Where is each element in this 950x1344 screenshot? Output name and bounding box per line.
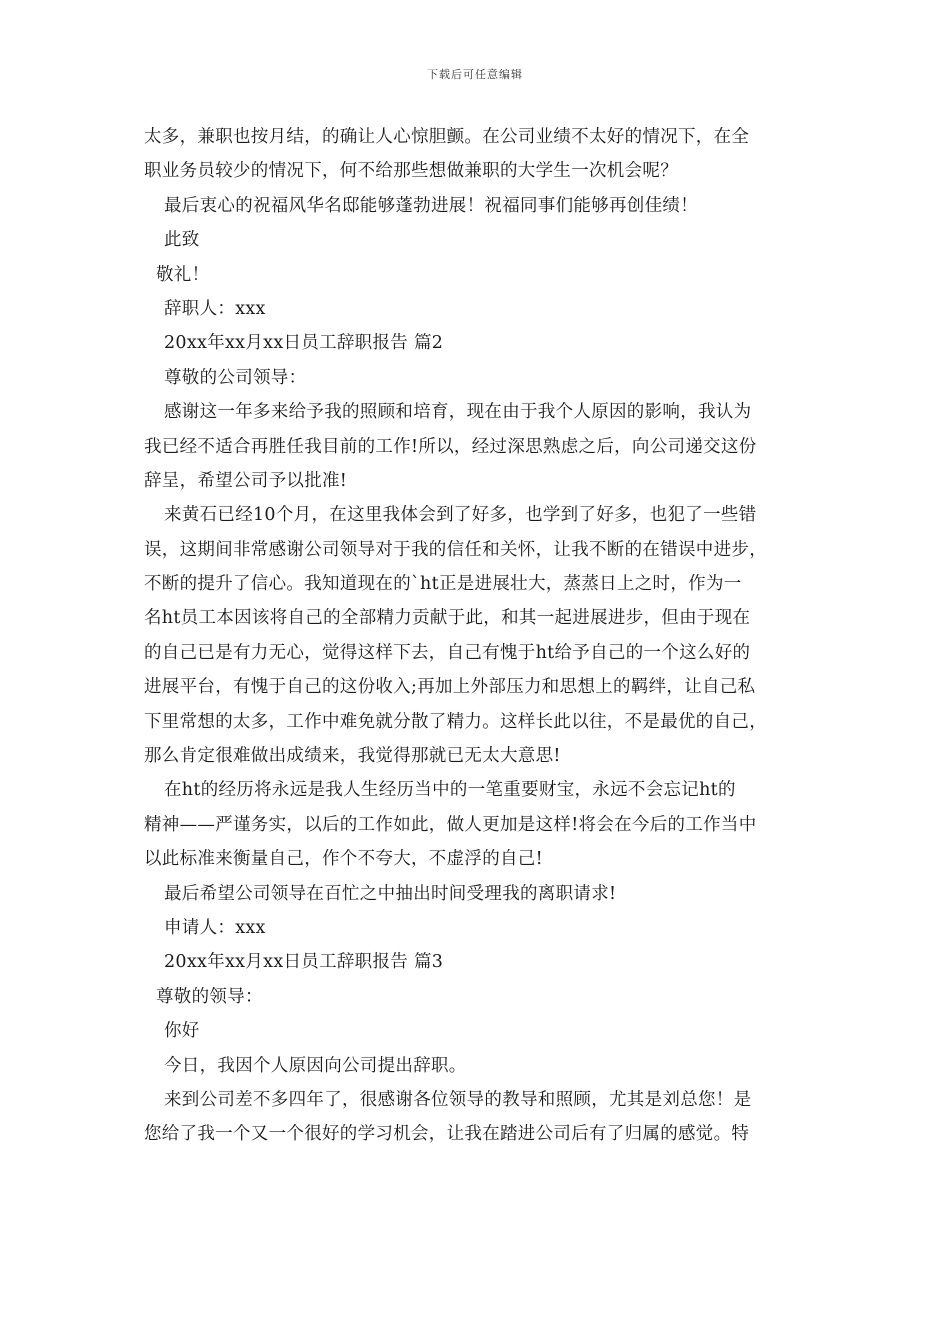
text-line: 在ht的经历将永远是我人生经历当中的一笔重要财宝，永远不会忘记ht的	[164, 780, 736, 801]
section-heading: 20xx年xx月xx日员工辞职报告 篇3	[164, 952, 444, 973]
greeting-line: 尊敬的公司领导：	[164, 367, 307, 388]
text-line: 名ht员工本因该将自己的全部精力贡献于此，和其一起进展进步，但由于现在	[144, 608, 751, 629]
signature-line: 申请人：xxx	[164, 917, 266, 938]
text-line: 辞呈，希望公司予以批准!	[144, 470, 348, 491]
text-line: 进展平台，有愧于自己的这份收入;再加上外部压力和思想上的羁绊，让自己私	[144, 677, 756, 698]
text-line: 太多，兼职也按月结，的确让人心惊胆颤。在公司业绩不太好的情况下，在全	[144, 127, 750, 147]
text-line: 不断的提升了信心。我知道现在的`ht正是进展壮大，蒸蒸日上之时，作为一	[144, 574, 742, 595]
text-line: 今日，我因个人原因向公司提出辞职。	[164, 1055, 467, 1076]
text-line: 职业务员较少的情况下，何不给那些想做兼职的大学生一次机会呢？	[144, 161, 678, 182]
page-header-note: 下载后可任意编辑	[427, 68, 523, 81]
text-line: 精神——严谨务实，以后的工作如此，做人更加是这样!将会在今后的工作当中	[144, 814, 757, 835]
text-line: 你好	[164, 1021, 200, 1042]
text-line: 感谢这一年多来给予我的照顾和培育，现在由于我个人原因的影响，我认为	[164, 402, 752, 423]
text-line: 来黄石已经10个月，在这里我体会到了好多，也学到了好多，也犯了一些错	[164, 505, 757, 526]
closing-respect: 敬礼！	[156, 264, 210, 285]
text-line: 来到公司差不多四年了，很感谢各位领导的教导和照顾，尤其是刘总您！是	[164, 1089, 752, 1110]
text-line: 下里常想的太多，工作中难免就分散了精力。这样长此以往，不是最优的自己，	[144, 711, 767, 732]
greeting-line: 尊敬的领导：	[156, 986, 263, 1007]
document-body	[144, 120, 809, 1152]
text-line: 最后衷心的祝福风华名邸能够蓬勃进展！祝福同事们能够再创佳绩！	[164, 195, 698, 216]
text-line: 最后希望公司领导在百忙之中抽出时间受理我的离职请求!	[164, 883, 617, 904]
text-line: 我已经不适合再胜任我目前的工作!所以，经过深思熟虑之后，向公司递交这份	[144, 436, 757, 457]
text-line: 以此标准来衡量自己，作个不夸大，不虚浮的自己!	[144, 849, 543, 870]
signature-line: 辞职人：xxx	[164, 298, 266, 319]
text-line: 您给了我一个又一个很好的学习机会，让我在踏进公司后有了归属的感觉。特	[144, 1124, 750, 1145]
text-line: 的自己已是有力无心，觉得这样下去，自己有愧于ht给予自己的一个这么好的	[144, 642, 751, 663]
section-heading: 20xx年xx月xx日员工辞职报告 篇2	[164, 333, 444, 354]
text-line: 那么肯定很难做出成绩来，我觉得那就已无太大意思!	[144, 746, 561, 767]
closing-salutation: 此致	[164, 230, 200, 251]
text-line: 误，这期间非常感谢公司领导对于我的信任和关怀，让我不断的在错误中进步，	[144, 539, 767, 560]
